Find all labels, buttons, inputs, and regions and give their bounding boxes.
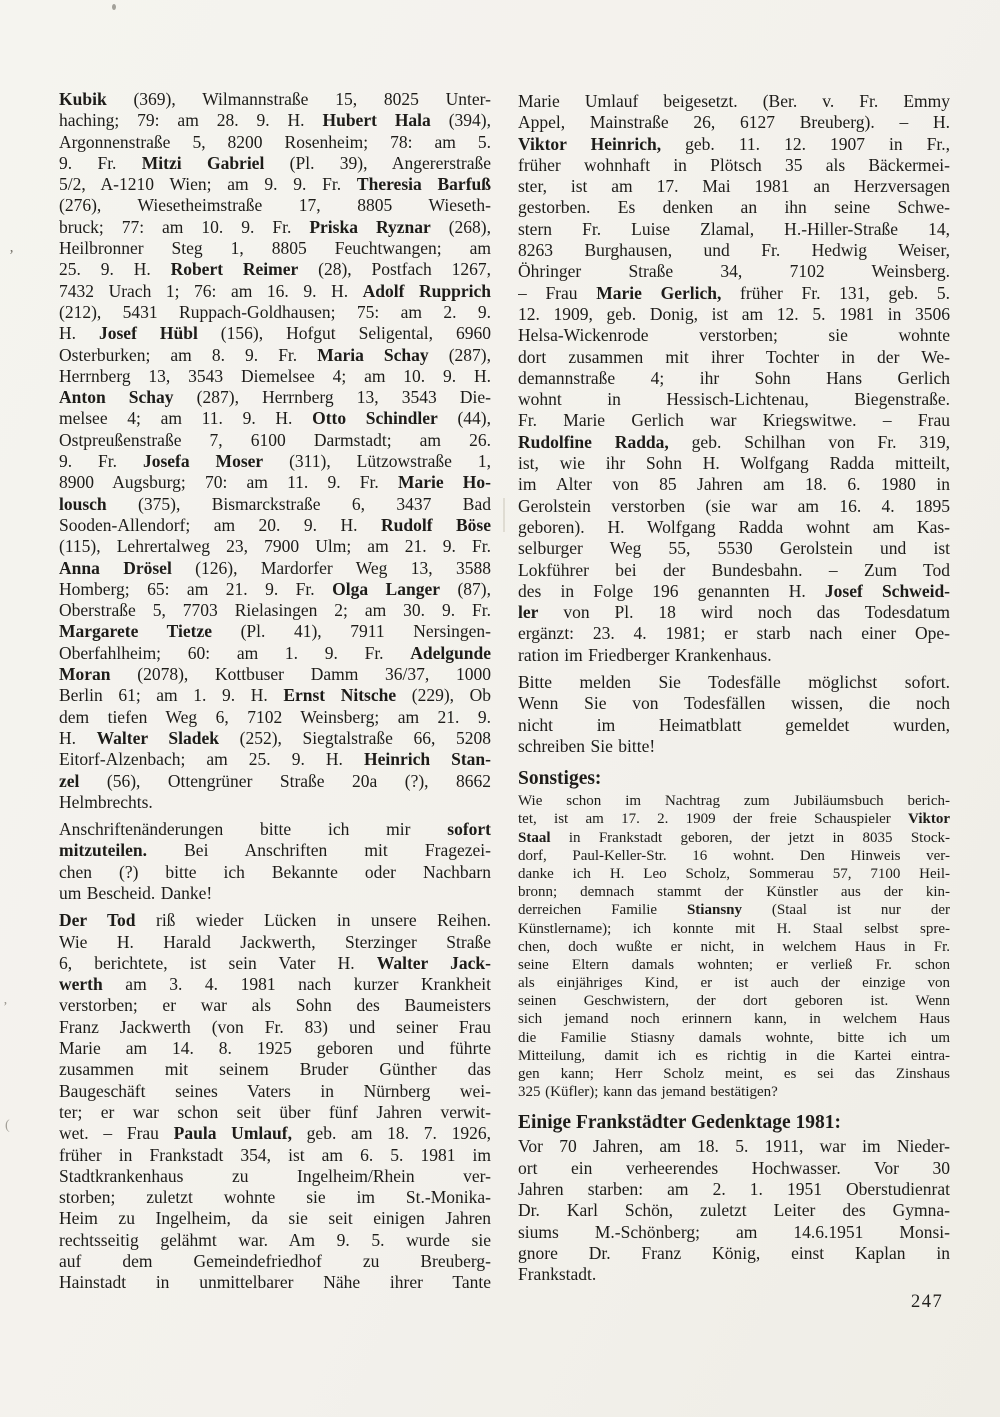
text-line: [59, 932, 491, 953]
text-line: [59, 110, 491, 131]
text-line: [59, 749, 491, 770]
text-run: (287), Herrnberg 13, 3543 Die-: [173, 387, 491, 408]
paragraph: [518, 792, 950, 1101]
text-run: (156), Hofgut Seligental, 6960: [197, 323, 491, 344]
text-run: Öhringer Straße 34, 7102 Weinsberg.: [518, 261, 950, 282]
text-run: stern Fr. Luise Zlamal, H.-Hiller-Straße 14,: [518, 218, 950, 239]
section-heading: Sonstiges:: [518, 768, 602, 790]
text-run: Heilbronner Steg 1, 8805 Feuchtwangen; am: [59, 238, 491, 259]
scan-speck: (: [5, 1118, 10, 1133]
text-run: Osterburken; am 8. 9. Fr.: [59, 344, 318, 365]
text-line: [518, 672, 950, 693]
text-run: Argonnenstraße 5, 8200 Rosenheim; 78: am 5.: [59, 131, 491, 152]
text-line: [518, 810, 950, 828]
text-line: [59, 974, 491, 995]
text-run: Jahren starben: am 2. 1. 1951 Oberstudienrat: [518, 1178, 950, 1199]
text-run: – Frau: [518, 282, 597, 303]
bold-text-run: werth: [59, 974, 103, 995]
text-run: tet, ist am 17. 2. 1909 der freie Schauspieler: [518, 811, 909, 828]
text-run: haching; 79: am 28. 9. H.: [59, 110, 323, 131]
text-line: [59, 1059, 491, 1080]
text-run: (394),: [430, 110, 491, 131]
bold-text-run: Moran: [59, 664, 111, 685]
text-run: riß wieder Lücken in unsere Reihen.: [135, 910, 491, 931]
text-run: ration im Friedberger Krankenhaus.: [518, 644, 772, 665]
text-line: [518, 1222, 950, 1243]
text-run: (28), Postfach 1267,: [298, 259, 491, 280]
text-line: [518, 240, 950, 261]
text-run: verstorben; er war als Sohn des Baumeisters: [59, 995, 491, 1016]
bold-text-run: Mitzi Gabriel: [141, 152, 265, 173]
text-run: Heim zu Ingelheim, da sie seit einigen Jahren: [59, 1208, 491, 1229]
text-run: die Familie Stiasny damals wohnte, bitte ich um: [518, 1029, 950, 1046]
text-line: [59, 387, 491, 408]
bold-text-run: Otto Schindler: [312, 408, 438, 429]
text-line: [518, 560, 950, 581]
bold-text-run: Viktor: [908, 811, 950, 828]
text-line: [518, 197, 950, 218]
bold-text-run: Hubert Hala: [322, 110, 431, 131]
text-line: [518, 389, 950, 410]
text-run: Helsa-Wickenrode verstorben; sie wohnte: [518, 325, 950, 346]
text-run: zusammen mit seinem Bruder Günther das: [59, 1059, 491, 1080]
text-run: (Staal ist nur der: [742, 902, 950, 919]
text-line: [59, 1272, 491, 1293]
text-line: [518, 1029, 950, 1047]
text-line: [518, 474, 950, 495]
text-run: ort ein verheerendes Hochwasser. Vor 30: [518, 1157, 950, 1178]
text-run: (287),: [428, 344, 491, 365]
text-run: Vor 70 Jahren, am 18. 5. 1911, war im Nieder-: [518, 1136, 950, 1157]
text-run: von Pl. 18 wird noch das Todesdatum: [538, 602, 950, 623]
text-run: (375), Bismarckstraße 6, 3437 Bad: [106, 493, 491, 514]
text-run: Wie schon im Nachtrag zum Jubiläumsbuch berich-: [518, 793, 950, 810]
text-run: geb. 11. 12. 1907 in Fr.,: [661, 133, 950, 154]
text-line: [518, 938, 950, 956]
bold-text-run: Josef Hübl: [99, 323, 198, 344]
text-run: nicht im Heimatblatt gemeldet wurden,: [518, 714, 950, 735]
text-line: [518, 1047, 950, 1065]
text-run: ergänzt: 23. 4. 1981; er starb nach einer Ope-: [518, 623, 950, 644]
text-run: danke ich H. Leo Scholz, Sommerau 57, 7100 Heil-: [518, 865, 950, 882]
text-line: [518, 792, 950, 810]
left-column: [59, 89, 491, 1300]
text-run: seinen Geschwistern, der dort geboren ist. Wenn: [518, 993, 950, 1010]
text-line: [518, 736, 950, 757]
bold-text-run: Marie Ho-: [397, 472, 491, 493]
text-run: 5/2, A-1210 Wien; am 9. 9. Fr.: [59, 174, 357, 195]
text-line: [59, 238, 491, 259]
paragraph: [518, 1136, 950, 1285]
text-run: siums M.-Schönberg; am 14.6.1951 Monsi-: [518, 1221, 950, 1242]
text-line: [518, 1083, 950, 1101]
text-run: ist, wie ihr Sohn H. Wolfgang Radda mitteilt,: [518, 453, 950, 474]
text-run: (229), Ob: [396, 685, 491, 706]
paragraph: [518, 91, 950, 666]
text-line: [59, 472, 491, 493]
bold-text-run: Adolf Rupprich: [362, 280, 491, 301]
text-run: gnore Dr. Franz König, einst Kaplan in: [518, 1242, 950, 1263]
text-run: Ostpreußenstraße 7, 6100 Darmstadt; am 26.: [59, 429, 491, 450]
text-run: demannstraße 4; ihr Sohn Hans Gerlich: [518, 367, 950, 388]
text-line: [59, 685, 491, 706]
text-line: [518, 715, 950, 736]
text-line: [59, 536, 491, 557]
text-line: [59, 1123, 491, 1144]
text-run: chen (?) bitte ich Bekannte oder Nachbarn: [59, 861, 491, 882]
text-run: Dr. Karl Schön, zuletzt Leiter des Gymna-: [518, 1200, 950, 1221]
paragraph: [59, 910, 491, 1293]
bold-text-run: ler: [518, 602, 539, 623]
text-run: dem tiefen Weg 6, 7102 Weinsberg; am 21. 9.: [59, 706, 491, 727]
text-line: [59, 494, 491, 515]
text-line: [59, 819, 491, 840]
text-run: Eitorf-Alzenbach; am 25. 9. H.: [59, 749, 364, 770]
text-run: Oberstraße 5, 7703 Rielasingen 2; am 30. 9. Fr.: [59, 600, 491, 621]
text-run: gen kann; Herr Scholz meint, es sei das Zinshaus: [518, 1066, 950, 1083]
text-line: [59, 366, 491, 387]
text-run: H.: [59, 323, 99, 344]
text-run: melsee 4; am 11. 9. H.: [59, 408, 313, 429]
text-line: [518, 517, 950, 538]
bold-text-run: Margarete Tietze: [59, 621, 212, 642]
text-line: [518, 883, 950, 901]
text-line: [518, 496, 950, 517]
text-run: Mitteilung, damit ich es richtig in die Kartei eintra-: [518, 1047, 950, 1064]
text-line: [518, 261, 950, 282]
text-run: Wie H. Harald Jackwerth, Sterzinger Straße: [59, 931, 491, 952]
text-run: (276), Wiesetheimstraße 17, 8805 Wieseth-: [59, 195, 491, 216]
text-line: [59, 707, 491, 728]
text-run: früher wohnhaft in Plötsch 35 als Bäckermei-: [518, 154, 950, 175]
text-run: storben; zuletzt wohnte sie im St.-Monika-: [59, 1187, 491, 1208]
text-line: [59, 302, 491, 323]
text-line: [518, 974, 950, 992]
text-run: um Bescheid. Danke!: [59, 882, 213, 903]
text-line: [518, 1179, 950, 1200]
text-run: H.: [59, 727, 97, 748]
text-run: derreichen Familie: [518, 902, 687, 919]
text-run: seine Eltern damals wohnten; er verließ Fr. schon: [518, 956, 950, 973]
text-line: [59, 1251, 491, 1272]
text-run: Baugeschäft seines Vaters in Nürnberg wei-: [59, 1080, 491, 1101]
text-line: [518, 538, 950, 559]
text-line: [518, 1264, 950, 1285]
text-line: [518, 623, 950, 644]
bold-text-run: Josefa Moser: [142, 451, 264, 472]
bold-text-run: Rudolfine Radda,: [518, 431, 669, 452]
bold-text-run: Stiansny: [686, 902, 742, 919]
bold-text-run: zel: [59, 770, 80, 791]
text-line: [518, 829, 950, 847]
text-line: [59, 1230, 491, 1251]
text-run: Helmbrechts.: [59, 791, 153, 812]
text-run: im Alter von 85 Jahren am 18. 6. 1980 in: [518, 474, 950, 495]
text-run: auf dem Gemeindefriedhof zu Breuberg-: [59, 1251, 491, 1272]
text-run: chen, doch wußte er nicht, in welchem Haus in Fr.: [518, 938, 950, 955]
text-line: [59, 728, 491, 749]
text-run: gestorben. Es denken an ihn seine Schwe-: [518, 197, 950, 218]
section-heading: Einige Frankstädter Gedenktage 1981:: [518, 1112, 842, 1134]
text-run: bronn; demnach stammt der Künstler aus der kin-: [518, 884, 950, 901]
scan-speck: ʼ: [9, 248, 14, 264]
text-run: (369), Wilmannstraße 15, 8025 Unter-: [106, 89, 491, 109]
bold-text-run: Anna Drösel: [59, 557, 172, 578]
text-run: Gerolstein verstorben (sie war am 16. 4. 1895: [518, 495, 950, 516]
text-line: [518, 453, 950, 474]
text-line: [59, 1187, 491, 1208]
text-line: [518, 432, 950, 453]
text-line: [59, 1145, 491, 1166]
right-column: [518, 91, 950, 1291]
text-line: [518, 112, 950, 133]
text-run: Stadtkrankenhaus zu Ingelheim/Rhein ver-: [59, 1165, 491, 1186]
text-line: [518, 283, 950, 304]
text-line: [518, 1200, 950, 1221]
text-line: [518, 304, 950, 325]
text-line: [59, 600, 491, 621]
bold-text-run: Viktor Heinrich,: [518, 133, 662, 154]
text-line: [59, 883, 491, 904]
text-run: in Frankstadt geboren, der jetzt in 8035 Stock-: [550, 829, 950, 846]
text-line: [518, 1158, 950, 1179]
text-line: [59, 153, 491, 174]
text-line: [59, 1102, 491, 1123]
text-line: [59, 558, 491, 579]
text-line: [59, 579, 491, 600]
bold-text-run: Adelgunde: [410, 642, 491, 663]
text-run: 12. 1909, geb. Donig, ist am 12. 5. 1981 in 3506: [518, 303, 950, 324]
text-line: [518, 602, 950, 623]
text-run: des in Folge 196 genannten H.: [518, 580, 825, 601]
text-run: 25. 9. H.: [59, 259, 171, 280]
text-run: Appel, Mainstraße 26, 6127 Breuberg). – H.: [518, 112, 950, 133]
scan-speck: [112, 4, 116, 10]
bold-text-run: Der Tod: [59, 910, 136, 931]
text-line: [59, 281, 491, 302]
text-run: als einjähriges Kind, er ist auch der einzige von: [518, 975, 950, 992]
paragraph: [59, 819, 491, 904]
text-line: [59, 1038, 491, 1059]
text-line: [59, 621, 491, 642]
text-run: (87),: [440, 578, 491, 599]
text-line: [518, 347, 950, 368]
text-line: [59, 408, 491, 429]
text-run: Künstlername); ich konnte mit H. Staal selbst spre-: [518, 920, 950, 937]
text-line: [518, 134, 950, 155]
bold-text-run: lousch: [59, 493, 107, 514]
text-run: sich jemand noch erinnern kann, in welchem Haus: [518, 1011, 950, 1028]
text-run: Frankstadt.: [518, 1264, 597, 1285]
text-run: früher in Frankstadt 354, ist am 6. 5. 1981 im: [59, 1144, 491, 1165]
text-line: [59, 174, 491, 195]
bold-text-run: Kubik: [59, 89, 107, 109]
text-run: wet. – Frau: [59, 1123, 174, 1144]
text-run: Sooden-Allendorf; am 20. 9. H.: [59, 514, 381, 535]
text-run: Marie am 14. 8. 1925 geboren und führte: [59, 1038, 491, 1059]
bold-text-run: Paula Umlauf,: [173, 1123, 292, 1144]
text-run: (268),: [430, 216, 491, 237]
bold-text-run: Staal: [518, 829, 551, 846]
bold-text-run: Heinrich Stan-: [363, 749, 491, 770]
text-line: [59, 1017, 491, 1038]
paragraph: [518, 672, 950, 757]
text-line: [518, 847, 950, 865]
text-line: [59, 1081, 491, 1102]
text-line: [59, 643, 491, 664]
text-run: Hainstadt in unmittelbarer Nähe ihrer Tante: [59, 1272, 491, 1293]
text-run: Herrnberg 13, 3543 Diemelsee 4; am 10. 9. H.: [59, 365, 491, 386]
text-run: 7432 Urach 1; 76: am 16. 9. H.: [59, 280, 363, 301]
text-run: (311), Lützowstraße 1,: [263, 451, 491, 472]
text-run: früher Fr. 131, geb. 5.: [721, 282, 950, 303]
text-line: [518, 1010, 950, 1028]
text-run: dort zusammen mit ihrer Tochter in der We-: [518, 346, 950, 367]
text-line: [59, 664, 491, 685]
text-run: Bitte melden Sie Todesfälle möglichst sofort.: [518, 672, 950, 693]
text-run: 8263 Burghausen, und Fr. Hedwig Weiser,: [518, 240, 950, 261]
text-run: wohnt in Hessisch-Lichtenau, Biegenstraße.: [518, 389, 950, 410]
bold-text-run: Anton Schay: [59, 387, 174, 408]
text-run: (Pl. 39), Angererstraße: [264, 152, 491, 173]
bold-text-run: Walter Jack-: [376, 952, 491, 973]
text-line: [59, 89, 491, 110]
text-line: [518, 219, 950, 240]
text-run: rechtsseitig gelähmt war. Am 9. 5. wurde sie: [59, 1229, 491, 1250]
text-line: [518, 865, 950, 883]
text-line: [59, 840, 491, 861]
text-line: [518, 368, 950, 389]
text-line: [59, 1166, 491, 1187]
text-line: [59, 345, 491, 366]
bold-text-run: Maria Schay: [317, 344, 429, 365]
text-line: [518, 1136, 950, 1157]
text-run: 6, berichtete, ist sein Vater H.: [59, 952, 377, 973]
text-run: ster, ist am 17. Mai 1981 an Herzversagen: [518, 176, 950, 197]
text-run: (56), Ottengrüner Straße 20a (?), 8662: [79, 770, 491, 791]
text-line: [59, 910, 491, 931]
text-line: [59, 195, 491, 216]
text-line: [59, 451, 491, 472]
bold-text-run: Walter Sladek: [96, 727, 220, 748]
text-line: [518, 91, 950, 112]
text-line: [59, 430, 491, 451]
text-line: [518, 155, 950, 176]
text-line: [59, 323, 491, 344]
text-line: [518, 1065, 950, 1083]
bold-text-run: Robert Reimer: [170, 259, 299, 280]
text-run: 9. Fr.: [59, 451, 143, 472]
text-run: Oberfahlheim; 60: am 1. 9. Fr.: [59, 642, 411, 663]
text-run: am 3. 4. 1981 nach kurzer Krankheit: [102, 974, 491, 995]
bold-text-run: Josef Schweid-: [824, 580, 950, 601]
text-line: [518, 901, 950, 919]
text-line: [59, 953, 491, 974]
bold-text-run: Ernst Nitsche: [283, 685, 397, 706]
text-run: 8900 Augsburg; 70: am 11. 9. Fr.: [59, 472, 398, 493]
text-run: bruck; 77: am 10. 9. Fr.: [59, 216, 310, 237]
text-run: (212), 5431 Ruppach-Goldhausen; 75: am 2. 9.: [59, 301, 491, 322]
bold-text-run: Priska Ryznar: [309, 216, 431, 237]
text-line: [518, 325, 950, 346]
text-run: Wenn Sie von Todesfällen wissen, die noch: [518, 693, 950, 714]
text-run: Homberg; 65: am 21. 9. Fr.: [59, 578, 333, 599]
bold-text-run: Marie Gerlich,: [596, 282, 722, 303]
text-run: 9. Fr.: [59, 152, 142, 173]
text-line: [59, 132, 491, 153]
text-run: (126), Mardorfer Weg 13, 3588: [171, 557, 491, 578]
text-run: geboren). H. Wolfgang Radda wohnt am Kas-: [518, 516, 950, 537]
text-line: [59, 259, 491, 280]
text-run: (44),: [437, 408, 491, 429]
text-line: [59, 862, 491, 883]
paragraph: [59, 89, 491, 813]
bold-text-run: Rudolf Böse: [380, 514, 491, 535]
text-run: geb. am 18. 7. 1926,: [291, 1123, 491, 1144]
bold-text-run: mitzuteilen.: [59, 840, 147, 861]
text-line: [518, 956, 950, 974]
text-line: [518, 992, 950, 1010]
text-run: schreiben Sie bitte!: [518, 735, 656, 756]
text-run: 325 (Küfler); kann das jemand bestätigen?: [518, 1084, 778, 1101]
bold-text-run: sofort: [447, 819, 491, 840]
bold-text-run: Olga Langer: [332, 578, 440, 599]
bold-text-run: Theresia Barfuß: [356, 174, 491, 195]
scan-speck: ʼ: [3, 1000, 8, 1015]
text-line: [518, 645, 950, 666]
text-run: Berlin 61; am 1. 9. H.: [59, 685, 284, 706]
text-run: (252), Siegtalstraße 66, 5208: [219, 727, 491, 748]
text-run: Fr. Marie Gerlich war Kriegswitwe. – Frau: [518, 410, 950, 431]
text-run: (Pl. 41), 7911 Nersingen-: [211, 621, 491, 642]
page-number: 247: [911, 1292, 944, 1312]
text-run: Franz Jackwerth (von Fr. 83) und seiner Frau: [59, 1016, 491, 1037]
text-line: [59, 771, 491, 792]
text-line: [518, 581, 950, 602]
text-run: Bei Anschriften mit Fragezei-: [146, 840, 491, 861]
text-run: (2078), Kottbuser Damm 36/37, 1000: [110, 664, 491, 685]
text-run: geb. Schilhan von Fr. 319,: [668, 431, 950, 452]
text-run: Anschriftenänderungen bitte ich mir: [59, 819, 448, 840]
text-run: Lokführer bei der Bundesbahn. – Zum Tod: [518, 559, 950, 580]
text-run: (115), Lehrertalweg 23, 7900 Ulm; am 21. 9. Fr.: [59, 536, 491, 557]
text-line: [59, 515, 491, 536]
text-line: [59, 1208, 491, 1229]
text-line: [518, 176, 950, 197]
text-line: [59, 792, 491, 813]
text-run: Marie Umlauf beigesetzt. (Ber. v. Fr. Emmy: [518, 91, 950, 111]
text-line: [518, 693, 950, 714]
text-run: dorf, Paul-Keller-Str. 16 wohnt. Den Hinweis ver-: [518, 847, 950, 864]
scan-scratch: [503, 498, 505, 532]
text-line: [59, 995, 491, 1016]
text-line: [59, 217, 491, 238]
text-run: selburger Weg 55, 5530 Gerolstein und ist: [518, 538, 950, 559]
text-run: ter; er war schon seit über fünf Jahren verwit-: [59, 1101, 491, 1122]
text-line: [518, 410, 950, 431]
text-line: [518, 920, 950, 938]
text-line: [518, 1243, 950, 1264]
